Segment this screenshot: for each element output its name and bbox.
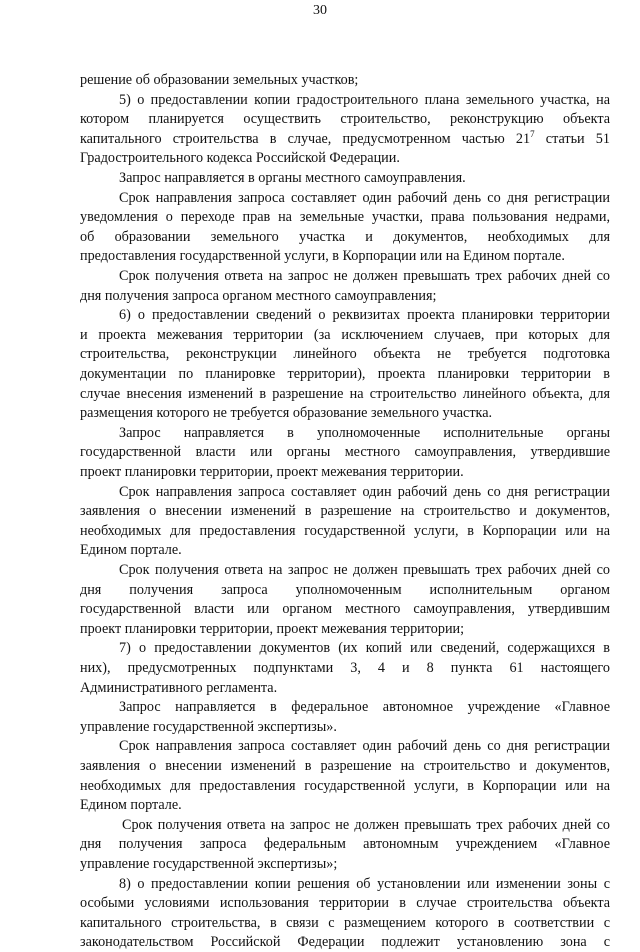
- text-line: [80, 620, 610, 639]
- text-line-content: 7) о предоставлении документов (их копий или сведений, содержащихся в: [119, 640, 610, 657]
- text-line-content: законодательством Российской Федерации подлежит установлению зона с: [80, 934, 610, 951]
- text-line-content: них), предусмотренных подпунктами 3, 4 и 8 пункта 61 настоящего: [80, 660, 610, 676]
- text-line-content: об образовании земельного участка и документов, необходимых для: [80, 228, 610, 245]
- text-line: [80, 855, 610, 874]
- text-line: [80, 71, 610, 90]
- page-number: 30: [313, 3, 327, 18]
- text-line-content: заявления о внесении изменений в разрешение на строительство и документов,: [80, 758, 610, 774]
- text-line: [80, 933, 610, 952]
- text-line-content: размещения которого не требуется образование земельного участка.: [80, 405, 493, 422]
- text-line: [80, 914, 610, 933]
- text-line-content: государственной власти или органы местного самоуправления, утвердившие: [80, 444, 610, 461]
- text-line: [80, 345, 610, 364]
- text-line-content: Едином портале.: [80, 797, 182, 814]
- text-line: [119, 737, 610, 756]
- text-line: [80, 463, 610, 482]
- text-line: [119, 875, 610, 894]
- text-line: [80, 659, 610, 678]
- text-line: [80, 404, 610, 423]
- text-line: [80, 110, 610, 129]
- text-line-content: капитального строительства в случае, предусмотренном частью 21: [80, 130, 531, 147]
- text-line: [80, 247, 610, 266]
- text-line-content: Срок получения ответа на запрос не должен превышать трех рабочих дней со: [119, 562, 610, 578]
- text-line-content: решение об образовании земельных участков;: [80, 72, 359, 88]
- text-line: [80, 208, 610, 227]
- text-line-content: Срок направления запроса составляет один рабочий день со дня регистрации: [119, 483, 610, 500]
- text-line-content: дня получения запроса федеральным автономным учреждением «Главное: [80, 836, 610, 853]
- text-line-content: и проекта межевания территории (за исключением случаев, при которых для: [80, 326, 610, 343]
- text-line: [119, 639, 610, 658]
- text-line: [80, 443, 610, 462]
- text-line: [119, 306, 610, 325]
- text-line-content: Срок направления запроса составляет один рабочий день со дня регистрации: [119, 189, 610, 206]
- text-line-content: документации по планировке территории), проекта планировки территории в: [80, 366, 610, 382]
- text-line-content: дня получения запроса органом местного самоуправления;: [80, 287, 437, 304]
- text-line: [80, 718, 610, 737]
- text-line-content: 8) о предоставлении копии решения об установлении или изменении зоны с: [119, 875, 610, 892]
- text-line-content: Запрос направляется в уполномоченные исполнительные органы: [119, 424, 610, 441]
- text-line: [80, 228, 610, 247]
- text-line-tail: статьи 51: [534, 130, 610, 147]
- text-line-content: 6) о предоставлении сведений о реквизитах проекта планировки территории: [119, 307, 610, 324]
- text-line-content: управление государственной экспертизы»;: [80, 856, 338, 872]
- text-line: [119, 91, 610, 110]
- text-line-content: котором планируется осуществить строительство, реконструкцию объекта: [80, 111, 610, 128]
- text-line: [80, 757, 610, 776]
- text-line-content: особыми условиями использования территории в случае строительства объекта: [80, 895, 610, 912]
- text-line-content: строительства, реконструкции линейного объекта не требуется подготовка: [80, 346, 610, 363]
- text-line: [80, 777, 610, 796]
- text-line: [80, 796, 610, 815]
- text-line-content: Срок направления запроса составляет один рабочий день со дня регистрации: [119, 738, 610, 755]
- superscript: 7: [530, 129, 535, 139]
- text-line: [80, 581, 610, 600]
- text-line-content: Запрос направляется в органы местного самоуправления.: [119, 170, 466, 186]
- text-line: [80, 385, 610, 404]
- text-line-content: необходимых для предоставления государственной услуги, в Корпорации или на: [80, 777, 610, 794]
- text-line: [80, 130, 610, 149]
- text-line: [122, 816, 610, 835]
- text-line-content: Срок получения ответа на запрос не должен превышать трех рабочих дней со: [119, 268, 610, 284]
- text-line: [119, 483, 610, 502]
- text-line-content: государственной власти или органом местного самоуправления, утвердившим: [80, 601, 610, 618]
- text-line-content: Административного регламента.: [80, 679, 278, 696]
- text-line-content: случае внесения изменений в разрешение на строительство линейного объекта, для: [80, 385, 610, 402]
- text-line: [119, 698, 610, 717]
- text-line: [80, 522, 610, 541]
- text-line: [80, 502, 610, 521]
- text-line: [119, 267, 610, 286]
- text-line: [80, 541, 610, 560]
- text-line: [119, 189, 610, 208]
- text-line: [80, 894, 610, 913]
- text-line: [80, 365, 610, 384]
- text-line-content: уведомления о переходе прав на земельные участки, права пользования недрами,: [80, 209, 610, 226]
- text-line-content: Градостроительного кодекса Российской Федерации.: [80, 150, 400, 167]
- text-line-content: проект планировки территории, проект межевания территории.: [80, 464, 464, 480]
- text-line-content: управление государственной экспертизы».: [80, 718, 337, 735]
- text-line-content: 5) о предоставлении копии градостроительного плана земельного участка, на: [119, 91, 610, 108]
- text-line: [80, 287, 610, 306]
- text-line-content: необходимых для предоставления государственной услуги, в Корпорации или на: [80, 522, 610, 539]
- text-line-content: капитального строительства, в связи с размещением которого в соответствии с: [80, 914, 610, 931]
- text-line: [119, 424, 610, 443]
- text-line-content: проект планировки территории, проект межевания территории;: [80, 620, 465, 637]
- text-line: [80, 679, 610, 698]
- text-line: [80, 326, 610, 345]
- text-line: [119, 561, 610, 580]
- text-line: [119, 169, 610, 188]
- text-line-content: заявления о внесении изменений в разрешение на строительство и документов,: [80, 503, 610, 520]
- text-line-content: Запрос направляется в федеральное автономное учреждение «Главное: [119, 699, 610, 716]
- text-line: [80, 600, 610, 619]
- text-line: [80, 149, 610, 168]
- text-line-content: Срок получения ответа на запрос не должен превышать трех рабочих дней со: [122, 816, 610, 833]
- text-line: [80, 835, 610, 854]
- text-line-content: дня получения запроса уполномоченным исполнительным органом: [80, 581, 610, 598]
- text-line-content: Едином портале.: [80, 542, 182, 559]
- text-line-content: предоставления государственной услуги, в Корпорации или на Едином портале.: [80, 248, 565, 265]
